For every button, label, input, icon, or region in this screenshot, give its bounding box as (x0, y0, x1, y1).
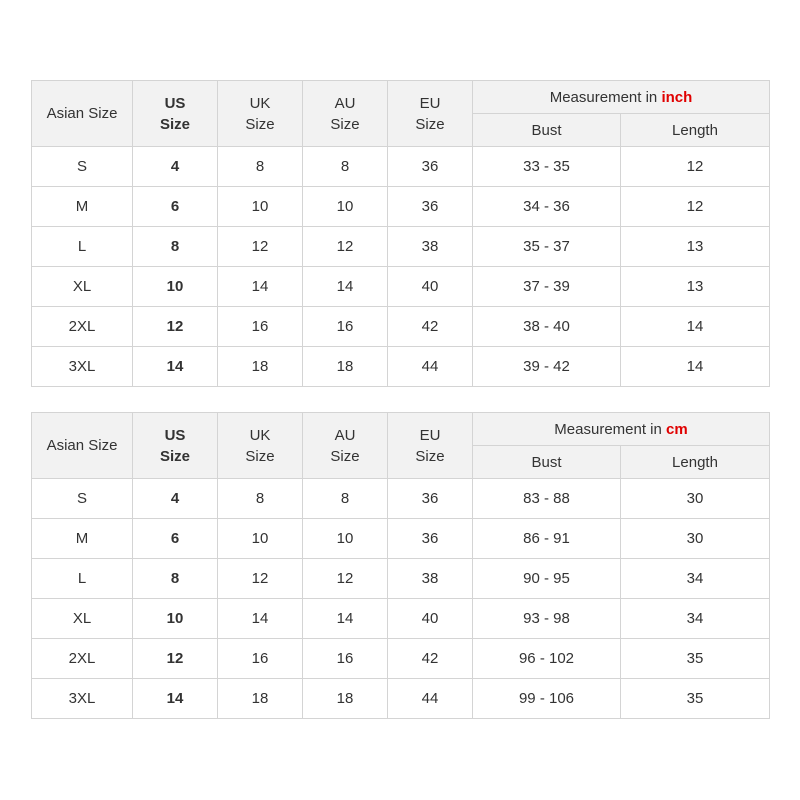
uk-size-header (218, 81, 303, 147)
asian-size-cell: 2XL (32, 307, 133, 347)
eu-size-cell: 36 (388, 187, 473, 227)
eu-size-cell: 38 (388, 227, 473, 267)
au-size-cell: 18 (303, 347, 388, 387)
asian-size-header: Asian Size (32, 413, 133, 479)
table-row (32, 559, 770, 599)
us-size-header-line1: US (164, 94, 186, 112)
length-cell: 30 (621, 519, 770, 559)
length-header: Length (621, 446, 770, 479)
bust-cell: 99 - 106 (473, 679, 621, 719)
uk-size-header (218, 413, 303, 479)
length-cell: 30 (621, 479, 770, 519)
eu-size-header-line1: EU (419, 426, 441, 444)
uk-size-cell: 8 (218, 147, 303, 187)
us-size-cell: 14 (133, 347, 218, 387)
uk-size-cell: 12 (218, 559, 303, 599)
length-header: Length (621, 114, 770, 147)
table-row (32, 347, 770, 387)
us-size-cell: 8 (133, 559, 218, 599)
uk-size-cell: 10 (218, 519, 303, 559)
uk-size-header-line1: UK (249, 426, 271, 444)
size-chart-body (32, 413, 770, 719)
us-size-cell: 12 (133, 307, 218, 347)
table-row (32, 519, 770, 559)
au-size-header (303, 413, 388, 479)
length-cell: 14 (621, 307, 770, 347)
us-size-header (133, 81, 218, 147)
au-size-header-line1: AU (334, 426, 356, 444)
header-row (32, 81, 770, 114)
asian-size-cell: XL (32, 599, 133, 639)
au-size-cell: 16 (303, 307, 388, 347)
bust-cell: 38 - 40 (473, 307, 621, 347)
bust-cell: 90 - 95 (473, 559, 621, 599)
bust-header: Bust (473, 446, 621, 479)
measurement-header (473, 81, 770, 114)
size-chart-inch (31, 80, 770, 387)
bust-cell: 33 - 35 (473, 147, 621, 187)
length-cell: 35 (621, 679, 770, 719)
us-size-cell: 6 (133, 519, 218, 559)
au-size-cell: 10 (303, 187, 388, 227)
table-row (32, 307, 770, 347)
eu-size-header (388, 81, 473, 147)
asian-size-cell: 3XL (32, 679, 133, 719)
eu-size-header-line2: Size (415, 115, 445, 133)
eu-size-cell: 40 (388, 599, 473, 639)
asian-size-cell: 3XL (32, 347, 133, 387)
us-size-cell: 12 (133, 639, 218, 679)
uk-size-header-line1: UK (249, 94, 271, 112)
us-size-cell: 8 (133, 227, 218, 267)
eu-size-cell: 42 (388, 307, 473, 347)
table-row (32, 227, 770, 267)
eu-size-cell: 42 (388, 639, 473, 679)
uk-size-cell: 18 (218, 347, 303, 387)
asian-size-header: Asian Size (32, 81, 133, 147)
bust-header: Bust (473, 114, 621, 147)
asian-size-cell: L (32, 227, 133, 267)
bust-cell: 83 - 88 (473, 479, 621, 519)
asian-size-cell: S (32, 147, 133, 187)
table-row (32, 679, 770, 719)
measurement-unit: cm (666, 420, 688, 438)
eu-size-cell: 44 (388, 347, 473, 387)
bust-cell: 93 - 98 (473, 599, 621, 639)
eu-size-cell: 38 (388, 559, 473, 599)
asian-size-cell: XL (32, 267, 133, 307)
measurement-prefix: Measurement in (554, 420, 667, 438)
us-size-cell: 10 (133, 599, 218, 639)
eu-size-cell: 44 (388, 679, 473, 719)
uk-size-cell: 14 (218, 599, 303, 639)
bust-cell: 39 - 42 (473, 347, 621, 387)
eu-size-cell: 40 (388, 267, 473, 307)
length-cell: 12 (621, 147, 770, 187)
au-size-cell: 14 (303, 599, 388, 639)
length-cell: 13 (621, 267, 770, 307)
table-row (32, 599, 770, 639)
us-size-cell: 10 (133, 267, 218, 307)
au-size-cell: 12 (303, 227, 388, 267)
size-chart-cm (31, 412, 770, 719)
header-row (32, 413, 770, 446)
table-row (32, 147, 770, 187)
asian-size-cell: 2XL (32, 639, 133, 679)
table-row (32, 267, 770, 307)
au-size-cell: 8 (303, 147, 388, 187)
uk-size-cell: 8 (218, 479, 303, 519)
eu-size-header-line1: EU (419, 94, 441, 112)
au-size-cell: 18 (303, 679, 388, 719)
measurement-header (473, 413, 770, 446)
us-size-cell: 14 (133, 679, 218, 719)
measurement-unit: inch (661, 88, 693, 106)
table-row (32, 187, 770, 227)
us-size-header-line2: Size (159, 115, 190, 133)
us-size-cell: 4 (133, 479, 218, 519)
asian-size-cell: M (32, 187, 133, 227)
measurement-prefix: Measurement in (549, 88, 662, 106)
eu-size-header-line2: Size (415, 447, 445, 465)
size-chart-body (32, 81, 770, 387)
eu-size-cell: 36 (388, 479, 473, 519)
eu-size-cell: 36 (388, 519, 473, 559)
uk-size-header-line2: Size (245, 447, 275, 465)
uk-size-cell: 12 (218, 227, 303, 267)
length-cell: 35 (621, 639, 770, 679)
uk-size-cell: 16 (218, 307, 303, 347)
bust-cell: 86 - 91 (473, 519, 621, 559)
us-size-header-line1: US (164, 426, 186, 444)
au-size-cell: 8 (303, 479, 388, 519)
bust-cell: 35 - 37 (473, 227, 621, 267)
us-size-cell: 6 (133, 187, 218, 227)
asian-size-cell: S (32, 479, 133, 519)
length-cell: 14 (621, 347, 770, 387)
eu-size-header (388, 413, 473, 479)
au-size-header (303, 81, 388, 147)
length-cell: 34 (621, 559, 770, 599)
bust-cell: 34 - 36 (473, 187, 621, 227)
au-size-cell: 16 (303, 639, 388, 679)
length-cell: 13 (621, 227, 770, 267)
uk-size-header-line2: Size (245, 115, 275, 133)
us-size-header (133, 413, 218, 479)
us-size-cell: 4 (133, 147, 218, 187)
us-size-header-line2: Size (159, 447, 190, 465)
length-cell: 34 (621, 599, 770, 639)
uk-size-cell: 18 (218, 679, 303, 719)
asian-size-cell: L (32, 559, 133, 599)
eu-size-cell: 36 (388, 147, 473, 187)
table-row (32, 479, 770, 519)
au-size-header-line2: Size (330, 447, 360, 465)
uk-size-cell: 10 (218, 187, 303, 227)
au-size-header-line2: Size (330, 115, 360, 133)
au-size-header-line1: AU (334, 94, 356, 112)
au-size-cell: 10 (303, 519, 388, 559)
bust-cell: 96 - 102 (473, 639, 621, 679)
asian-size-cell: M (32, 519, 133, 559)
length-cell: 12 (621, 187, 770, 227)
bust-cell: 37 - 39 (473, 267, 621, 307)
uk-size-cell: 16 (218, 639, 303, 679)
au-size-cell: 14 (303, 267, 388, 307)
table-row (32, 639, 770, 679)
au-size-cell: 12 (303, 559, 388, 599)
uk-size-cell: 14 (218, 267, 303, 307)
